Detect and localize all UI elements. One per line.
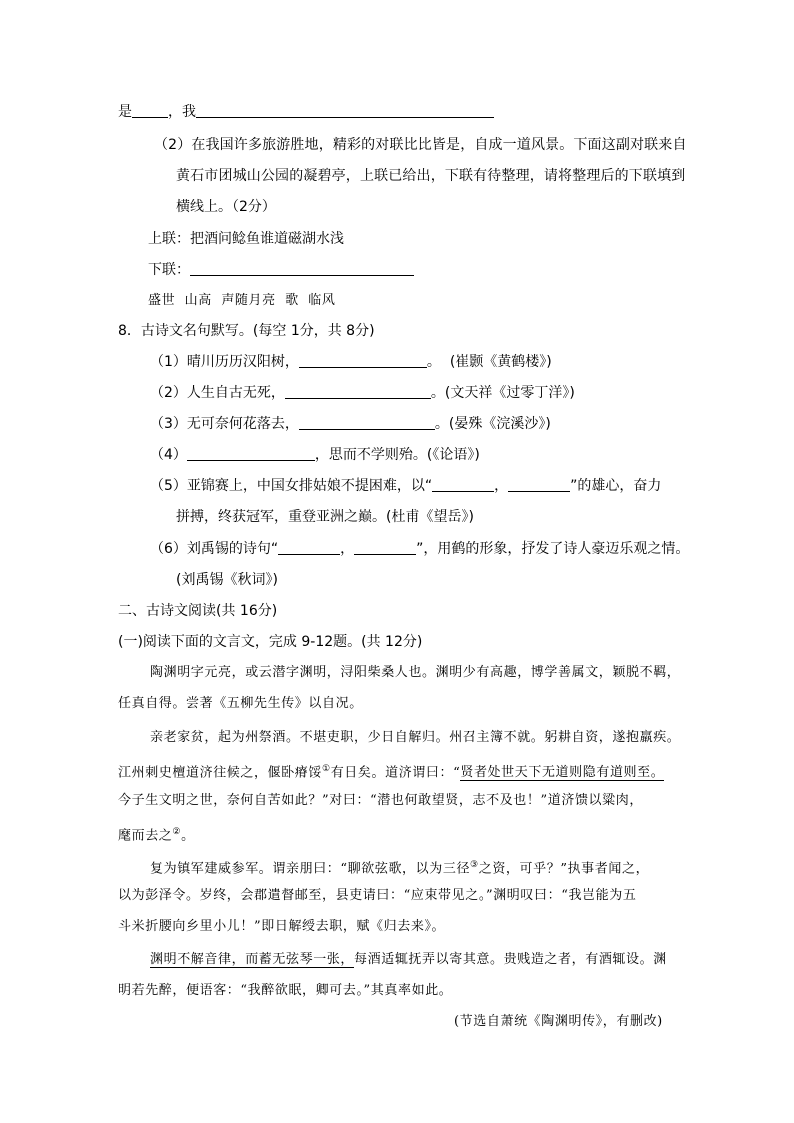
passage-text: 复为镇军建威参军。谓亲朋曰：“聊欲弦歌，以为三径	[150, 861, 471, 877]
couplet-upper-text: 把酒问鲶鱼谁道磁湖水浅	[190, 231, 344, 247]
q8-item-1-blank[interactable]	[299, 353, 427, 368]
q8-item-6	[150, 540, 689, 558]
footnote-marker-1: ①	[322, 764, 331, 774]
q8-item-4-post: ，思而不学则殆。(《论语》)	[314, 447, 480, 463]
q8-item-4	[150, 446, 480, 464]
passage-text: 。	[181, 828, 195, 844]
q8-item-1	[150, 353, 552, 371]
q7-blank-2[interactable]	[196, 103, 494, 118]
passage-p2-line4	[118, 823, 195, 845]
q8-item-5-cont: 拼搏，终获冠军，重登亚洲之巅。(杜甫《望岳》)	[176, 509, 474, 525]
passage-text: 麾而去之	[118, 828, 173, 844]
q7-fill-line	[118, 103, 494, 121]
q8-item-2-pre: （2）人生自古无死，	[150, 385, 285, 401]
passage-p3-line3: 斗米折腰向乡里小儿！”即日解绶去职，赋《归去来》。	[118, 919, 446, 934]
section-2-title: 二、古诗文阅读(共 16分)	[118, 603, 278, 619]
passage-p2-line1: 亲老家贫，起为州祭酒。不堪吏职，少日自解归。州召主簿不就。躬耕自资，遂抱羸疾。	[150, 730, 681, 745]
q7-part2-line1: （2）在我国许多旅游胜地，精彩的对联比比皆是，自成一道风景。下面这副对联来自	[154, 137, 687, 153]
q8-item-5-pre: （5）亚锦赛上，中国女排姑娘不提困难，以“	[150, 478, 433, 494]
q8-item-6-cont: (刘禹锡《秋词》)	[176, 572, 278, 588]
footnote-marker-3: ③	[470, 860, 479, 870]
passage-p3-line2: 以为彭泽令。岁终，会郡遣督邮至，县吏请曰：“应束带见之。”渊明叹曰：“我岂能为五	[118, 888, 637, 903]
q8-item-2	[150, 384, 575, 402]
q8-item-5-blank-2[interactable]	[508, 477, 570, 492]
passage-p1-line1: 陶渊明字元亮，或云潜字渊明，浔阳柴桑人也。渊明少有高趣，博学善属文，颖脱不羁，	[150, 665, 681, 680]
q8-item-4-pre: （4）	[150, 447, 187, 463]
passage-source: (节选自萧统《陶渊明传》，有删改)	[454, 1014, 663, 1029]
q7-part2-line3: 横线上。（2分）	[176, 199, 276, 215]
q8-item-6-pre: （6）刘禹锡的诗句“	[150, 541, 279, 557]
q8-item-5-sep: ，	[494, 478, 509, 494]
q7-text-wo: ，我	[168, 104, 196, 120]
passage-text: 每酒适辄抚弄以寄其意。贵贱造之者，有酒辄设。渊	[354, 952, 667, 967]
q8-item-3-pre: （3）无可奈何花落去，	[150, 416, 299, 432]
q8-item-2-blank[interactable]	[285, 384, 431, 399]
couplet-word-bank: 盛世 山高 声随月亮 歌 临风	[148, 293, 336, 308]
underlined-sentence-1: 贤者处世天下无道则隐有道则至。	[460, 765, 665, 781]
couplet-upper	[148, 230, 344, 248]
passage-p2-line3: 今子生文明之世，奈何自苦如此？”对曰：“潜也何敢望贤，志不及也！”道济馈以粱肉，	[118, 793, 643, 808]
passage-text: 有日矣。道济谓曰：“	[330, 765, 461, 781]
q8-item-1-post: 。 (崔颢《黄鹤楼》)	[426, 354, 552, 370]
q8-title: 8．古诗文名句默写。(每空 1分，共 8分)	[118, 323, 375, 339]
passage-p4-line2: 明若先醉，便语客：“我醉欲眠，卿可去。”其真率如此。	[118, 983, 453, 998]
q8-item-5	[150, 477, 661, 495]
section-2-subtitle: (一)阅读下面的文言文，完成 9-12题。(共 12分)	[118, 634, 423, 650]
q8-item-3	[150, 415, 551, 433]
passage-p4-line1	[150, 951, 667, 969]
q8-item-4-blank[interactable]	[187, 446, 315, 461]
q8-item-6-sep: ，	[340, 541, 355, 557]
q8-item-5-blank-1[interactable]	[432, 477, 494, 492]
q7-part2-line2: 黄石市团城山公园的凝碧亭，上联已给出，下联有待整理，请将整理后的下联填到	[176, 168, 686, 184]
q8-item-6-post: ”，用鹤的形象，抒发了诗人豪迈乐观之情。	[416, 541, 690, 557]
underlined-sentence-2: 渊明不解音律，而蓄无弦琴一张，	[150, 952, 355, 967]
q7-blank-1[interactable]	[132, 103, 168, 118]
passage-text: 江州刺史檀道济往候之，偃卧瘠馁	[118, 765, 323, 781]
passage-p2-line2	[118, 760, 664, 782]
couplet-lower-blank[interactable]	[190, 261, 414, 276]
q7-text-shi: 是	[118, 104, 132, 120]
footnote-marker-2: ②	[172, 827, 182, 837]
q8-item-6-blank-1[interactable]	[278, 540, 340, 555]
passage-p3-line1	[150, 856, 649, 878]
q8-item-3-post: 。(晏殊《浣溪沙》)	[434, 416, 551, 432]
couplet-lower-label: 下联：	[148, 262, 190, 278]
couplet-upper-label: 上联：	[148, 231, 190, 247]
q8-item-6-blank-2[interactable]	[354, 540, 416, 555]
passage-p1-line2: 任真自得。尝著《五柳先生传》以自况。	[118, 696, 363, 711]
q8-item-1-pre: （1）晴川历历汉阳树，	[150, 354, 299, 370]
q8-item-3-blank[interactable]	[299, 415, 435, 430]
couplet-lower	[148, 261, 414, 279]
q8-item-5-post: ”的雄心，奋力	[570, 478, 662, 494]
q8-item-2-post: 。(文天祥《过零丁洋》)	[430, 385, 575, 401]
passage-text: 之资，可乎？”执事者闻之，	[478, 861, 650, 877]
